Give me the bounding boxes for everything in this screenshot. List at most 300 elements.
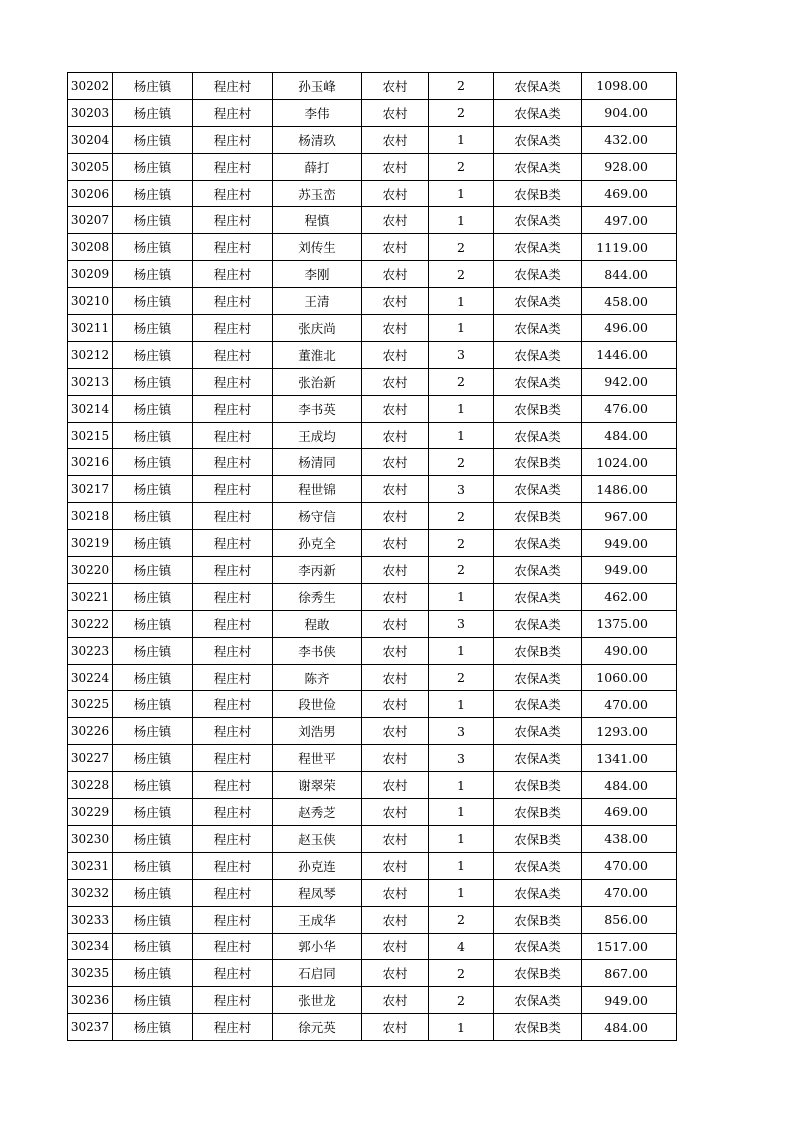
amount-cell: 496.00 bbox=[582, 315, 677, 342]
town-cell: 杨庄镇 bbox=[113, 207, 193, 234]
record-id-cell: 30220 bbox=[68, 557, 113, 584]
town-cell: 杨庄镇 bbox=[113, 180, 193, 207]
person-name-cell: 段世俭 bbox=[273, 691, 362, 718]
area-type-cell: 农村 bbox=[362, 933, 429, 960]
record-id-cell: 30211 bbox=[68, 315, 113, 342]
record-id-cell: 30237 bbox=[68, 1014, 113, 1041]
record-id-cell: 30223 bbox=[68, 637, 113, 664]
area-type-cell: 农村 bbox=[362, 73, 429, 100]
village-cell: 程庄村 bbox=[193, 234, 273, 261]
amount-cell: 1341.00 bbox=[582, 745, 677, 772]
table-row bbox=[68, 987, 677, 1014]
insurance-class-cell: 农保A类 bbox=[494, 207, 582, 234]
village-cell: 程庄村 bbox=[193, 906, 273, 933]
record-id-cell: 30212 bbox=[68, 341, 113, 368]
amount-cell: 476.00 bbox=[582, 395, 677, 422]
insurance-class-cell: 农保A类 bbox=[494, 879, 582, 906]
record-id-cell: 30225 bbox=[68, 691, 113, 718]
record-id-cell: 30213 bbox=[68, 368, 113, 395]
town-cell: 杨庄镇 bbox=[113, 583, 193, 610]
person-name-cell: 程敢 bbox=[273, 610, 362, 637]
insurance-class-cell: 农保B类 bbox=[494, 637, 582, 664]
household-count-cell: 1 bbox=[429, 395, 494, 422]
town-cell: 杨庄镇 bbox=[113, 557, 193, 584]
table-row bbox=[68, 718, 677, 745]
person-name-cell: 李书侠 bbox=[273, 637, 362, 664]
village-cell: 程庄村 bbox=[193, 503, 273, 530]
household-count-cell: 2 bbox=[429, 906, 494, 933]
amount-cell: 1517.00 bbox=[582, 933, 677, 960]
household-count-cell: 3 bbox=[429, 745, 494, 772]
town-cell: 杨庄镇 bbox=[113, 933, 193, 960]
village-cell: 程庄村 bbox=[193, 987, 273, 1014]
area-type-cell: 农村 bbox=[362, 207, 429, 234]
area-type-cell: 农村 bbox=[362, 583, 429, 610]
household-count-cell: 2 bbox=[429, 73, 494, 100]
area-type-cell: 农村 bbox=[362, 799, 429, 826]
amount-cell: 490.00 bbox=[582, 637, 677, 664]
record-id-cell: 30232 bbox=[68, 879, 113, 906]
area-type-cell: 农村 bbox=[362, 368, 429, 395]
village-cell: 程庄村 bbox=[193, 825, 273, 852]
insurance-class-cell: 农保A类 bbox=[494, 422, 582, 449]
village-cell: 程庄村 bbox=[193, 933, 273, 960]
insurance-class-cell: 农保A类 bbox=[494, 987, 582, 1014]
household-count-cell: 2 bbox=[429, 960, 494, 987]
table-row bbox=[68, 664, 677, 691]
insurance-class-cell: 农保B类 bbox=[494, 906, 582, 933]
town-cell: 杨庄镇 bbox=[113, 73, 193, 100]
table-row bbox=[68, 99, 677, 126]
village-cell: 程庄村 bbox=[193, 610, 273, 637]
table-row bbox=[68, 772, 677, 799]
insurance-class-cell: 农保A类 bbox=[494, 73, 582, 100]
insurance-class-cell: 农保A类 bbox=[494, 234, 582, 261]
town-cell: 杨庄镇 bbox=[113, 772, 193, 799]
insurance-class-cell: 农保A类 bbox=[494, 476, 582, 503]
person-name-cell: 杨清玖 bbox=[273, 126, 362, 153]
person-name-cell: 刘浩男 bbox=[273, 718, 362, 745]
household-count-cell: 1 bbox=[429, 126, 494, 153]
town-cell: 杨庄镇 bbox=[113, 395, 193, 422]
table-row bbox=[68, 180, 677, 207]
household-count-cell: 1 bbox=[429, 422, 494, 449]
person-name-cell: 李刚 bbox=[273, 261, 362, 288]
amount-cell: 856.00 bbox=[582, 906, 677, 933]
insurance-class-cell: 农保B类 bbox=[494, 960, 582, 987]
household-count-cell: 1 bbox=[429, 207, 494, 234]
insurance-class-cell: 农保A类 bbox=[494, 718, 582, 745]
area-type-cell: 农村 bbox=[362, 261, 429, 288]
village-cell: 程庄村 bbox=[193, 261, 273, 288]
area-type-cell: 农村 bbox=[362, 879, 429, 906]
household-count-cell: 1 bbox=[429, 879, 494, 906]
insurance-class-cell: 农保A类 bbox=[494, 610, 582, 637]
table-row bbox=[68, 368, 677, 395]
person-name-cell: 谢翠荣 bbox=[273, 772, 362, 799]
insurance-class-cell: 农保A类 bbox=[494, 852, 582, 879]
person-name-cell: 王成华 bbox=[273, 906, 362, 933]
amount-cell: 438.00 bbox=[582, 825, 677, 852]
amount-cell: 1119.00 bbox=[582, 234, 677, 261]
household-count-cell: 3 bbox=[429, 718, 494, 745]
person-name-cell: 张治新 bbox=[273, 368, 362, 395]
person-name-cell: 杨清同 bbox=[273, 449, 362, 476]
person-name-cell: 徐秀生 bbox=[273, 583, 362, 610]
person-name-cell: 王清 bbox=[273, 288, 362, 315]
area-type-cell: 农村 bbox=[362, 772, 429, 799]
village-cell: 程庄村 bbox=[193, 583, 273, 610]
town-cell: 杨庄镇 bbox=[113, 906, 193, 933]
person-name-cell: 苏玉峦 bbox=[273, 180, 362, 207]
table-row bbox=[68, 1014, 677, 1041]
insurance-class-cell: 农保B类 bbox=[494, 395, 582, 422]
person-name-cell: 杨守信 bbox=[273, 503, 362, 530]
person-name-cell: 李书英 bbox=[273, 395, 362, 422]
amount-cell: 470.00 bbox=[582, 879, 677, 906]
table-row bbox=[68, 261, 677, 288]
town-cell: 杨庄镇 bbox=[113, 879, 193, 906]
household-count-cell: 1 bbox=[429, 288, 494, 315]
household-count-cell: 1 bbox=[429, 852, 494, 879]
insurance-class-cell: 农保A类 bbox=[494, 153, 582, 180]
town-cell: 杨庄镇 bbox=[113, 288, 193, 315]
area-type-cell: 农村 bbox=[362, 557, 429, 584]
table-row bbox=[68, 395, 677, 422]
household-count-cell: 4 bbox=[429, 933, 494, 960]
insurance-class-cell: 农保A类 bbox=[494, 745, 582, 772]
household-count-cell: 2 bbox=[429, 530, 494, 557]
area-type-cell: 农村 bbox=[362, 315, 429, 342]
record-id-cell: 30214 bbox=[68, 395, 113, 422]
village-cell: 程庄村 bbox=[193, 207, 273, 234]
village-cell: 程庄村 bbox=[193, 99, 273, 126]
amount-cell: 462.00 bbox=[582, 583, 677, 610]
record-id-cell: 30205 bbox=[68, 153, 113, 180]
area-type-cell: 农村 bbox=[362, 530, 429, 557]
amount-cell: 1486.00 bbox=[582, 476, 677, 503]
insurance-class-cell: 农保A类 bbox=[494, 530, 582, 557]
person-name-cell: 徐元英 bbox=[273, 1014, 362, 1041]
town-cell: 杨庄镇 bbox=[113, 234, 193, 261]
record-id-cell: 30206 bbox=[68, 180, 113, 207]
household-count-cell: 2 bbox=[429, 449, 494, 476]
household-count-cell: 1 bbox=[429, 691, 494, 718]
table-row bbox=[68, 422, 677, 449]
area-type-cell: 农村 bbox=[362, 1014, 429, 1041]
table-row bbox=[68, 583, 677, 610]
insurance-class-cell: 农保A类 bbox=[494, 933, 582, 960]
record-id-cell: 30204 bbox=[68, 126, 113, 153]
town-cell: 杨庄镇 bbox=[113, 799, 193, 826]
household-count-cell: 2 bbox=[429, 987, 494, 1014]
person-name-cell: 孙克连 bbox=[273, 852, 362, 879]
insurance-class-cell: 农保B类 bbox=[494, 799, 582, 826]
village-cell: 程庄村 bbox=[193, 288, 273, 315]
table-row bbox=[68, 933, 677, 960]
village-cell: 程庄村 bbox=[193, 153, 273, 180]
area-type-cell: 农村 bbox=[362, 449, 429, 476]
area-type-cell: 农村 bbox=[362, 99, 429, 126]
table-row bbox=[68, 691, 677, 718]
town-cell: 杨庄镇 bbox=[113, 825, 193, 852]
town-cell: 杨庄镇 bbox=[113, 126, 193, 153]
insurance-class-cell: 农保A类 bbox=[494, 126, 582, 153]
person-name-cell: 程世平 bbox=[273, 745, 362, 772]
record-id-cell: 30222 bbox=[68, 610, 113, 637]
town-cell: 杨庄镇 bbox=[113, 530, 193, 557]
village-cell: 程庄村 bbox=[193, 557, 273, 584]
record-id-cell: 30230 bbox=[68, 825, 113, 852]
insurance-class-cell: 农保A类 bbox=[494, 583, 582, 610]
amount-cell: 469.00 bbox=[582, 799, 677, 826]
table-row bbox=[68, 503, 677, 530]
table-row bbox=[68, 315, 677, 342]
table-row bbox=[68, 234, 677, 261]
amount-cell: 484.00 bbox=[582, 1014, 677, 1041]
area-type-cell: 农村 bbox=[362, 960, 429, 987]
village-cell: 程庄村 bbox=[193, 691, 273, 718]
table-row bbox=[68, 153, 677, 180]
records-table bbox=[67, 72, 677, 1041]
amount-cell: 469.00 bbox=[582, 180, 677, 207]
village-cell: 程庄村 bbox=[193, 476, 273, 503]
record-id-cell: 30202 bbox=[68, 73, 113, 100]
record-id-cell: 30208 bbox=[68, 234, 113, 261]
amount-cell: 949.00 bbox=[582, 530, 677, 557]
record-id-cell: 30227 bbox=[68, 745, 113, 772]
household-count-cell: 2 bbox=[429, 664, 494, 691]
town-cell: 杨庄镇 bbox=[113, 503, 193, 530]
table-row bbox=[68, 126, 677, 153]
record-id-cell: 30215 bbox=[68, 422, 113, 449]
table-row bbox=[68, 906, 677, 933]
household-count-cell: 1 bbox=[429, 637, 494, 664]
household-count-cell: 1 bbox=[429, 180, 494, 207]
area-type-cell: 农村 bbox=[362, 825, 429, 852]
amount-cell: 484.00 bbox=[582, 422, 677, 449]
person-name-cell: 孙玉峰 bbox=[273, 73, 362, 100]
village-cell: 程庄村 bbox=[193, 745, 273, 772]
amount-cell: 484.00 bbox=[582, 772, 677, 799]
town-cell: 杨庄镇 bbox=[113, 422, 193, 449]
record-id-cell: 30218 bbox=[68, 503, 113, 530]
table-row bbox=[68, 73, 677, 100]
amount-cell: 432.00 bbox=[582, 126, 677, 153]
amount-cell: 1293.00 bbox=[582, 718, 677, 745]
household-count-cell: 2 bbox=[429, 368, 494, 395]
amount-cell: 1024.00 bbox=[582, 449, 677, 476]
table-row bbox=[68, 960, 677, 987]
area-type-cell: 农村 bbox=[362, 153, 429, 180]
village-cell: 程庄村 bbox=[193, 422, 273, 449]
household-count-cell: 2 bbox=[429, 234, 494, 261]
table-row bbox=[68, 288, 677, 315]
area-type-cell: 农村 bbox=[362, 422, 429, 449]
household-count-cell: 2 bbox=[429, 99, 494, 126]
insurance-class-cell: 农保A类 bbox=[494, 99, 582, 126]
household-count-cell: 1 bbox=[429, 315, 494, 342]
household-count-cell: 2 bbox=[429, 153, 494, 180]
insurance-class-cell: 农保A类 bbox=[494, 557, 582, 584]
person-name-cell: 赵秀芝 bbox=[273, 799, 362, 826]
person-name-cell: 赵玉侠 bbox=[273, 825, 362, 852]
record-id-cell: 30224 bbox=[68, 664, 113, 691]
insurance-class-cell: 农保A类 bbox=[494, 664, 582, 691]
town-cell: 杨庄镇 bbox=[113, 745, 193, 772]
village-cell: 程庄村 bbox=[193, 530, 273, 557]
person-name-cell: 张庆尚 bbox=[273, 315, 362, 342]
insurance-class-cell: 农保B类 bbox=[494, 503, 582, 530]
amount-cell: 942.00 bbox=[582, 368, 677, 395]
person-name-cell: 王成均 bbox=[273, 422, 362, 449]
town-cell: 杨庄镇 bbox=[113, 664, 193, 691]
insurance-class-cell: 农保A类 bbox=[494, 261, 582, 288]
town-cell: 杨庄镇 bbox=[113, 261, 193, 288]
record-id-cell: 30235 bbox=[68, 960, 113, 987]
table-row bbox=[68, 852, 677, 879]
household-count-cell: 2 bbox=[429, 261, 494, 288]
area-type-cell: 农村 bbox=[362, 610, 429, 637]
household-count-cell: 1 bbox=[429, 772, 494, 799]
person-name-cell: 李丙新 bbox=[273, 557, 362, 584]
person-name-cell: 石启同 bbox=[273, 960, 362, 987]
person-name-cell: 程慎 bbox=[273, 207, 362, 234]
village-cell: 程庄村 bbox=[193, 637, 273, 664]
person-name-cell: 孙克全 bbox=[273, 530, 362, 557]
town-cell: 杨庄镇 bbox=[113, 852, 193, 879]
household-count-cell: 1 bbox=[429, 799, 494, 826]
insurance-class-cell: 农保A类 bbox=[494, 341, 582, 368]
table-row bbox=[68, 449, 677, 476]
village-cell: 程庄村 bbox=[193, 799, 273, 826]
town-cell: 杨庄镇 bbox=[113, 99, 193, 126]
area-type-cell: 农村 bbox=[362, 126, 429, 153]
amount-cell: 1060.00 bbox=[582, 664, 677, 691]
record-id-cell: 30203 bbox=[68, 99, 113, 126]
town-cell: 杨庄镇 bbox=[113, 368, 193, 395]
village-cell: 程庄村 bbox=[193, 73, 273, 100]
record-id-cell: 30219 bbox=[68, 530, 113, 557]
town-cell: 杨庄镇 bbox=[113, 153, 193, 180]
person-name-cell: 刘传生 bbox=[273, 234, 362, 261]
amount-cell: 904.00 bbox=[582, 99, 677, 126]
record-id-cell: 30233 bbox=[68, 906, 113, 933]
town-cell: 杨庄镇 bbox=[113, 610, 193, 637]
record-id-cell: 30209 bbox=[68, 261, 113, 288]
household-count-cell: 1 bbox=[429, 583, 494, 610]
household-count-cell: 2 bbox=[429, 557, 494, 584]
table-row bbox=[68, 825, 677, 852]
person-name-cell: 张世龙 bbox=[273, 987, 362, 1014]
record-id-cell: 30226 bbox=[68, 718, 113, 745]
record-id-cell: 30228 bbox=[68, 772, 113, 799]
table-row bbox=[68, 610, 677, 637]
insurance-class-cell: 农保B类 bbox=[494, 180, 582, 207]
person-name-cell: 薛打 bbox=[273, 153, 362, 180]
person-name-cell: 程世锦 bbox=[273, 476, 362, 503]
area-type-cell: 农村 bbox=[362, 906, 429, 933]
record-id-cell: 30234 bbox=[68, 933, 113, 960]
insurance-class-cell: 农保A类 bbox=[494, 368, 582, 395]
person-name-cell: 程凤琴 bbox=[273, 879, 362, 906]
amount-cell: 928.00 bbox=[582, 153, 677, 180]
table-row bbox=[68, 879, 677, 906]
village-cell: 程庄村 bbox=[193, 772, 273, 799]
area-type-cell: 农村 bbox=[362, 503, 429, 530]
record-id-cell: 30216 bbox=[68, 449, 113, 476]
village-cell: 程庄村 bbox=[193, 341, 273, 368]
household-count-cell: 3 bbox=[429, 341, 494, 368]
amount-cell: 470.00 bbox=[582, 852, 677, 879]
area-type-cell: 农村 bbox=[362, 691, 429, 718]
person-name-cell: 陈齐 bbox=[273, 664, 362, 691]
village-cell: 程庄村 bbox=[193, 718, 273, 745]
record-id-cell: 30217 bbox=[68, 476, 113, 503]
amount-cell: 967.00 bbox=[582, 503, 677, 530]
area-type-cell: 农村 bbox=[362, 664, 429, 691]
area-type-cell: 农村 bbox=[362, 637, 429, 664]
area-type-cell: 农村 bbox=[362, 718, 429, 745]
table-row bbox=[68, 207, 677, 234]
amount-cell: 1446.00 bbox=[582, 341, 677, 368]
area-type-cell: 农村 bbox=[362, 180, 429, 207]
household-count-cell: 1 bbox=[429, 1014, 494, 1041]
village-cell: 程庄村 bbox=[193, 315, 273, 342]
area-type-cell: 农村 bbox=[362, 987, 429, 1014]
town-cell: 杨庄镇 bbox=[113, 341, 193, 368]
table-row bbox=[68, 637, 677, 664]
village-cell: 程庄村 bbox=[193, 126, 273, 153]
town-cell: 杨庄镇 bbox=[113, 449, 193, 476]
record-id-cell: 30221 bbox=[68, 583, 113, 610]
table-body bbox=[68, 73, 677, 1041]
insurance-class-cell: 农保A类 bbox=[494, 288, 582, 315]
town-cell: 杨庄镇 bbox=[113, 315, 193, 342]
village-cell: 程庄村 bbox=[193, 395, 273, 422]
village-cell: 程庄村 bbox=[193, 960, 273, 987]
village-cell: 程庄村 bbox=[193, 664, 273, 691]
town-cell: 杨庄镇 bbox=[113, 476, 193, 503]
town-cell: 杨庄镇 bbox=[113, 987, 193, 1014]
person-name-cell: 董淮北 bbox=[273, 341, 362, 368]
insurance-class-cell: 农保A类 bbox=[494, 691, 582, 718]
area-type-cell: 农村 bbox=[362, 476, 429, 503]
record-id-cell: 30229 bbox=[68, 799, 113, 826]
household-count-cell: 2 bbox=[429, 503, 494, 530]
area-type-cell: 农村 bbox=[362, 395, 429, 422]
village-cell: 程庄村 bbox=[193, 1014, 273, 1041]
household-count-cell: 3 bbox=[429, 476, 494, 503]
village-cell: 程庄村 bbox=[193, 180, 273, 207]
town-cell: 杨庄镇 bbox=[113, 718, 193, 745]
amount-cell: 949.00 bbox=[582, 987, 677, 1014]
insurance-class-cell: 农保A类 bbox=[494, 315, 582, 342]
table-row bbox=[68, 557, 677, 584]
area-type-cell: 农村 bbox=[362, 852, 429, 879]
village-cell: 程庄村 bbox=[193, 852, 273, 879]
area-type-cell: 农村 bbox=[362, 341, 429, 368]
area-type-cell: 农村 bbox=[362, 288, 429, 315]
household-count-cell: 1 bbox=[429, 825, 494, 852]
town-cell: 杨庄镇 bbox=[113, 637, 193, 664]
person-name-cell: 李伟 bbox=[273, 99, 362, 126]
amount-cell: 867.00 bbox=[582, 960, 677, 987]
insurance-class-cell: 农保B类 bbox=[494, 1014, 582, 1041]
town-cell: 杨庄镇 bbox=[113, 960, 193, 987]
area-type-cell: 农村 bbox=[362, 234, 429, 261]
village-cell: 程庄村 bbox=[193, 449, 273, 476]
